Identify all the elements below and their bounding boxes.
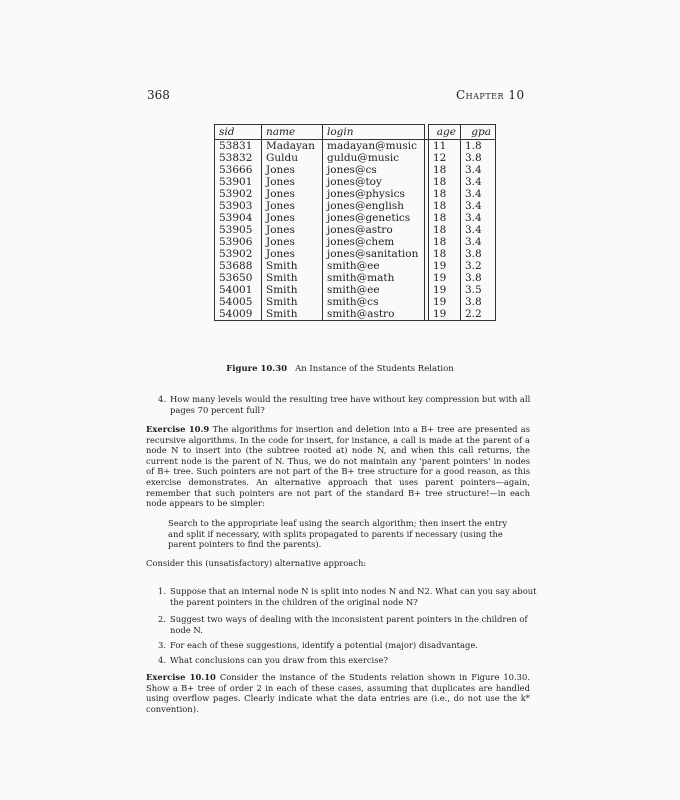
cell-login: jones@chem xyxy=(323,236,425,248)
cell-age: 19 xyxy=(429,296,461,308)
table-row xyxy=(215,224,496,236)
cell-age: 12 xyxy=(429,152,461,164)
cell-login: jones@genetics xyxy=(323,212,425,224)
students-table xyxy=(214,124,496,321)
cell-sid: 53905 xyxy=(215,224,262,236)
cell-sid: 53650 xyxy=(215,272,262,284)
exercise-10-9-intro xyxy=(146,424,530,509)
exercise-10-9-quote: Search to the appropriate leaf using the search algorithm; then insert the entry and split if necessary, with splits propagated to parents if necessary (using the parent pointers to find the parents). xyxy=(168,518,508,550)
cell-name: Jones xyxy=(262,224,323,236)
cell-name: Smith xyxy=(262,260,323,272)
table-row xyxy=(215,188,496,200)
cell-sid: 54005 xyxy=(215,296,262,308)
col-header-sid: sid xyxy=(215,125,262,140)
cell-sid: 54009 xyxy=(215,308,262,321)
table-row xyxy=(215,272,496,284)
cell-login: jones@cs xyxy=(323,164,425,176)
cell-age: 19 xyxy=(429,284,461,296)
cell-sid: 53688 xyxy=(215,260,262,272)
figure-caption-text: An Instance of the Students Relation xyxy=(295,364,454,374)
table-row xyxy=(215,212,496,224)
cell-age: 19 xyxy=(429,272,461,284)
cell-age: 19 xyxy=(429,308,461,321)
item-number: 2. xyxy=(158,614,166,624)
chapter-heading: Chapter 10 xyxy=(456,88,525,102)
col-header-name: name xyxy=(262,125,323,140)
table-row xyxy=(215,164,496,176)
item-number: 4. xyxy=(158,655,166,665)
item-text: Suppose that an internal node N is split into nodes N and N2. What can you say about the parent pointers in the children of the original node N? xyxy=(170,586,537,607)
cell-name: Smith xyxy=(262,308,323,321)
cell-name: Jones xyxy=(262,164,323,176)
cell-name: Jones xyxy=(262,248,323,260)
cell-age: 18 xyxy=(429,176,461,188)
cell-name: Smith xyxy=(262,272,323,284)
table-row xyxy=(215,296,496,308)
cell-gpa: 3.4 xyxy=(461,200,496,212)
exercise-label: Exercise 10.9 xyxy=(146,424,210,434)
cell-age: 18 xyxy=(429,164,461,176)
cell-name: Jones xyxy=(262,176,323,188)
col-header-age: age xyxy=(429,125,461,140)
table-row xyxy=(215,308,496,321)
cell-sid: 53906 xyxy=(215,236,262,248)
cell-name: Jones xyxy=(262,212,323,224)
cell-age: 19 xyxy=(429,260,461,272)
table-row xyxy=(215,152,496,164)
cell-sid: 53832 xyxy=(215,152,262,164)
cell-login: jones@toy xyxy=(323,176,425,188)
col-header-gpa: gpa xyxy=(461,125,496,140)
exercise-label: Exercise 10.10 xyxy=(146,672,216,682)
item-number: 3. xyxy=(158,640,166,650)
cell-login: jones@astro xyxy=(323,224,425,236)
cell-sid: 53904 xyxy=(215,212,262,224)
question-text: How many levels would the resulting tree have without key compression but with all pages 70 percent full? xyxy=(170,394,531,415)
item-text: What conclusions can you draw from this exercise? xyxy=(170,655,388,665)
cell-name: Jones xyxy=(262,200,323,212)
cell-gpa: 3.4 xyxy=(461,188,496,200)
cell-login: guldu@music xyxy=(323,152,425,164)
cell-age: 18 xyxy=(429,248,461,260)
cell-login: jones@english xyxy=(323,200,425,212)
cell-gpa: 3.5 xyxy=(461,284,496,296)
cell-login: smith@math xyxy=(323,272,425,284)
figure-caption xyxy=(0,364,680,374)
cell-gpa: 3.8 xyxy=(461,272,496,284)
cell-name: Madayan xyxy=(262,140,323,153)
cell-gpa: 3.8 xyxy=(461,152,496,164)
cell-login: smith@astro xyxy=(323,308,425,321)
cell-age: 18 xyxy=(429,224,461,236)
cell-age: 18 xyxy=(429,188,461,200)
cell-age: 18 xyxy=(429,212,461,224)
exercise-10-10 xyxy=(146,672,530,714)
cell-login: smith@cs xyxy=(323,296,425,308)
cell-age: 18 xyxy=(429,236,461,248)
cell-name: Smith xyxy=(262,296,323,308)
cell-sid: 53666 xyxy=(215,164,262,176)
cell-gpa: 3.4 xyxy=(461,176,496,188)
col-header-login: login xyxy=(323,125,425,140)
table-header-row xyxy=(215,125,496,140)
question-number: 4. xyxy=(158,394,166,404)
table-row xyxy=(215,236,496,248)
cell-login: smith@ee xyxy=(323,260,425,272)
table-row xyxy=(215,260,496,272)
cell-login: madayan@music xyxy=(323,140,425,153)
cell-gpa: 3.4 xyxy=(461,212,496,224)
cell-login: jones@sanitation xyxy=(323,248,425,260)
cell-age: 11 xyxy=(429,140,461,153)
exercise-text: Consider the instance of the Students relation shown in Figure 10.30. Show a B+ tree of order 2 in each of these cases, assuming that duplicates are handled using overflow pages. Clearly indicate what the data entries are (i.e., do not use the k* convention). xyxy=(146,672,530,714)
cell-gpa: 3.4 xyxy=(461,236,496,248)
cell-name: Smith xyxy=(262,284,323,296)
cell-gpa: 1.8 xyxy=(461,140,496,153)
cell-sid: 54001 xyxy=(215,284,262,296)
cell-gpa: 2.2 xyxy=(461,308,496,321)
item-text: Suggest two ways of dealing with the inconsistent parent pointers in the children of node N. xyxy=(170,614,528,635)
cell-gpa: 3.4 xyxy=(461,164,496,176)
table-row xyxy=(215,140,496,153)
cell-login: jones@physics xyxy=(323,188,425,200)
cell-sid: 53902 xyxy=(215,248,262,260)
page-number: 368 xyxy=(147,88,170,102)
cell-sid: 53901 xyxy=(215,176,262,188)
cell-sid: 53831 xyxy=(215,140,262,153)
cell-age: 18 xyxy=(429,200,461,212)
cell-login: smith@ee xyxy=(323,284,425,296)
cell-sid: 53903 xyxy=(215,200,262,212)
item-text: For each of these suggestions, identify a potential (major) disadvantage. xyxy=(170,640,478,650)
table-row xyxy=(215,248,496,260)
item-number: 1. xyxy=(158,586,166,596)
cell-gpa: 3.8 xyxy=(461,296,496,308)
figure-label: Figure 10.30 xyxy=(226,364,288,374)
cell-gpa: 3.2 xyxy=(461,260,496,272)
cell-gpa: 3.4 xyxy=(461,224,496,236)
table-row xyxy=(215,200,496,212)
table-row xyxy=(215,176,496,188)
cell-name: Jones xyxy=(262,188,323,200)
cell-gpa: 3.8 xyxy=(461,248,496,260)
exercise-10-9-consider: Consider this (unsatisfactory) alternative approach: xyxy=(146,558,367,568)
cell-name: Jones xyxy=(262,236,323,248)
cell-name: Guldu xyxy=(262,152,323,164)
table-body xyxy=(215,140,496,321)
table-row xyxy=(215,284,496,296)
exercise-text: The algorithms for insertion and deletion into a B+ tree are presented as recursive algorithms. In the code for insert, for instance, a call is made at the parent of a node N to insert into (the subtree rooted at) node N, and when this call returns, the current node is the parent of N. Thus, we do not maintain any 'parent pointers' in nodes of B+ tree. Such pointers are not part of the B+ tree structure for a good reason, as this exercise demonstrates. An alternative approach that uses parent pointers—again, remember that such pointers are not part of the standard B+ tree structure!—in each node appears to be simpler: xyxy=(146,424,530,509)
cell-sid: 53902 xyxy=(215,188,262,200)
